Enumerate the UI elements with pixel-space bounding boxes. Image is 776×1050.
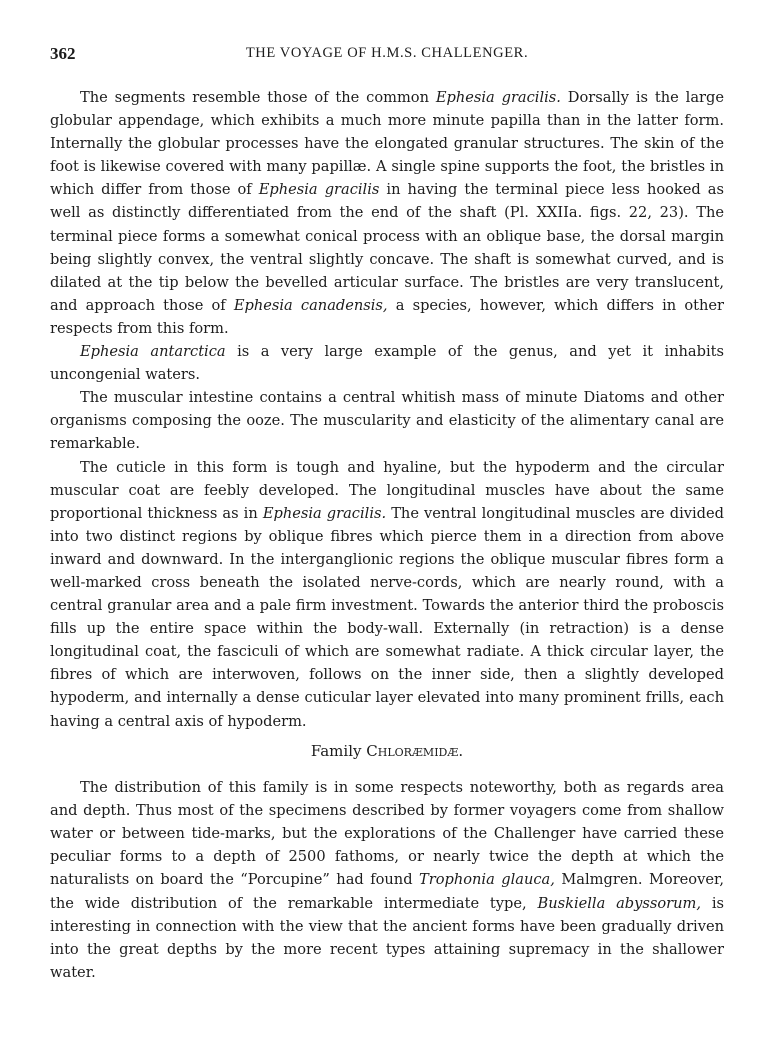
italic-text-run: Ephesia gracilis. (262, 504, 387, 522)
text-run: Dorsally is the large globular appendage, which exhibits a much more minute papilla than in the latter form. Internally the globular processes have the elongated granular structures. The skin of the foot is likewise covered with many papillæ. A single spine supports the foot, the bristles in which differ from those of (50, 89, 724, 199)
text-run: a species, however, which differs in other respects from this form. (50, 296, 724, 337)
section-chloraemidae (50, 740, 724, 984)
paragraph (50, 776, 724, 984)
text-run: The segments resemble those of the common (80, 89, 436, 106)
text-run: Malmgren. Moreover, the wide distribution of the remarkable intermediate type, (50, 871, 724, 912)
paragraph (50, 386, 724, 455)
body-text (50, 86, 724, 733)
paragraph (50, 456, 724, 733)
italic-text-run: Ephesia canadensis, (233, 296, 388, 314)
italic-text-run: Ephesia gracilis. (435, 89, 561, 106)
page-number: 362 (50, 44, 76, 63)
page-header (50, 44, 724, 66)
text-run: The distribution of this family is in some respects noteworthy, both as regards area and depth. Thus most of the specimens described by former voyagers come from shallow water or between tide-marks, but the explorations of the Challenger have carried these peculiar forms to a depth of 2500 fathoms, or nearly twice the depth at which the naturalists on board the “Porcupine” had found (50, 779, 724, 889)
text-run: The ventral longitudinal muscles are divided into two distinct regions by oblique fibres which pierce them in a direction from above inward and downward. In the interganglionic regions the oblique muscular fibres form a well-marked cross beneath the isolated nerve-cords, which are nearly round, with a central granular area and a pale firm investment. Towards the anterior third the proboscis fills up the entire space within the body-wall. Externally (in retraction) is a dense longitudinal coat, the fasciculi of which are somewhat radiate. A thick circular layer, the fibres of which are interwoven, follows on the inner side, then a slightly developed hypoderm, and internally a dense cuticular layer elevated into many prominent frills, each having a central axis of hypoderm. (50, 504, 724, 730)
text-run: The cuticle in this form is tough and hyaline, but the hypoderm and the circular muscular coat are feebly developed. The longitudinal muscles have about the same proportional thickness as in (50, 458, 724, 522)
paragraph (50, 340, 724, 386)
italic-text-run: Ephesia antarctica (80, 343, 226, 361)
section-heading-prefix: Family (310, 742, 367, 760)
italic-text-run: Trophonia glauca, (419, 871, 555, 889)
running-title: THE VOYAGE OF H.M.S. CHALLENGER. (245, 45, 529, 61)
text-run: is interesting in connection with the view that the ancient forms have been gradually driven into the great depths by the more recent types attaining supremacy in the shallower water. (50, 894, 724, 981)
text-run: in having the terminal piece less hooked as well as distinctly differentiated from the end of the shaft (Pl. XXIIa. figs. 22, 23). The terminal piece forms a somewhat conical process with an oblique base, the dorsal margin being slightly convex, the ventral slightly concave. The shaft is somewhat curved, and is dilated at the tip below the bevelled articular surface. The bristles are very translucent, and approach those of (50, 181, 724, 314)
italic-text-run: Ephesia gracilis (258, 181, 380, 199)
italic-text-run: Buskiella abyssorum, (537, 894, 702, 912)
paragraph (50, 86, 724, 340)
text-run: is a very large example of the genus, and yet it inhabits uncongenial waters. (50, 343, 724, 384)
section-heading (50, 740, 724, 763)
text-run: The muscular intestine contains a central whitish mass of minute Diatoms and other organisms composing the ooze. The muscularity and elasticity of the alimentary canal are remarkable. (50, 389, 724, 453)
section-heading-name: Chloræmidæ. (366, 742, 464, 760)
